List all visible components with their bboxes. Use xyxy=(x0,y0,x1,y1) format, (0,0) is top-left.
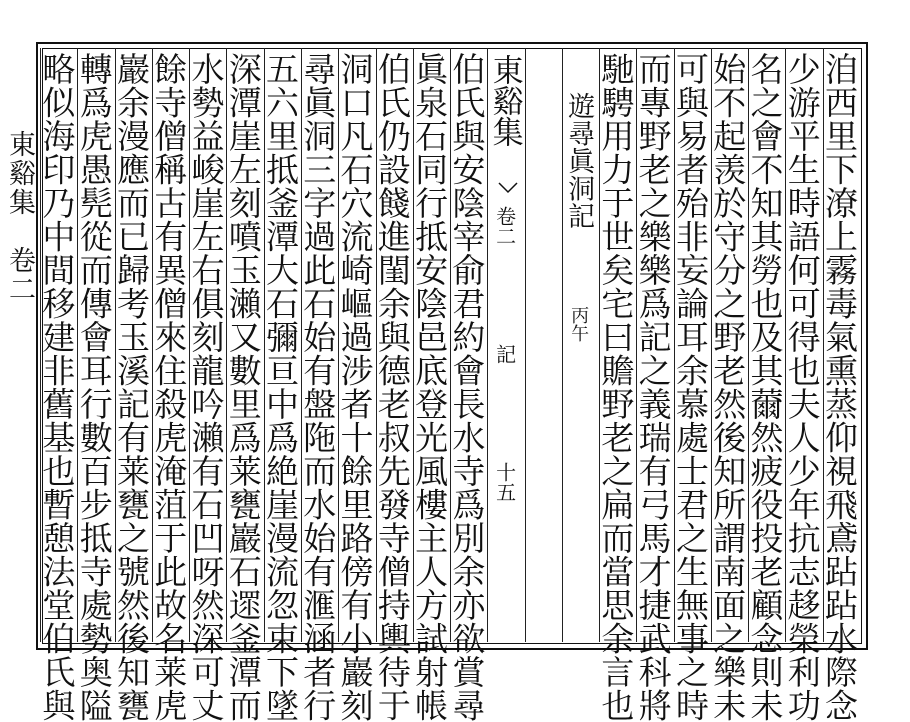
column-text: 洞口凡石穴流崎嶇過涉者十餘里路傍有小巖刻 xyxy=(335,52,375,722)
text-column xyxy=(149,48,189,722)
blank-column xyxy=(525,48,562,642)
essay-title-column xyxy=(562,48,599,642)
column-text: 可與易者殆非妄論耳余慕處士君之生無事之時 xyxy=(670,52,710,722)
column-text: 少游平生時語何可得也夫人少年抗志趍榮利功 xyxy=(782,52,822,722)
text-column xyxy=(410,48,450,722)
column-text: 餘寺僧稱古有異僧來住殺虎淹菹于此故名莱虎 xyxy=(149,52,189,722)
column-text: 伯氏與安陰宰俞君約會長水寺爲別余亦欲賞尋 xyxy=(447,52,487,722)
text-column xyxy=(298,48,338,722)
text-column xyxy=(447,48,487,722)
text-column xyxy=(633,48,673,722)
text-column xyxy=(708,48,748,722)
text-column xyxy=(745,48,785,722)
column-text: 伯氏仍設餞進閨余與德老叔先發寺僧持輿待于 xyxy=(372,52,412,722)
essay-title: 遊尋眞洞記 xyxy=(563,92,595,230)
text-column xyxy=(335,48,375,722)
column-text: 名之會不知其勞也及其薾然疲役投老顧念則未 xyxy=(745,52,785,722)
column-text: 始不起羡於守分之野老然後知所謂南面之樂未 xyxy=(708,52,748,722)
text-column xyxy=(596,48,636,722)
text-column xyxy=(223,48,263,722)
column-text: 眞泉石同行抵安陰邑底登光風樓主人方試射帳 xyxy=(410,52,450,722)
text-column xyxy=(670,48,711,722)
column-text: 五六里抵釜潭大石彌亘中爲絶崖漫流忽束下墜 xyxy=(261,52,301,722)
column-text: 轉爲虎愚髡從而傳會耳行數百步抵寺處勢奥隘 xyxy=(74,52,114,722)
fold-book-title: 東谿集 xyxy=(486,54,523,147)
margin-book-title: 東谿集 卷二 xyxy=(4,130,35,304)
text-column xyxy=(111,48,152,722)
fold-leaf-number: 十五 xyxy=(492,462,517,502)
essay-date: 丙午 xyxy=(568,306,590,342)
column-text: 洎西里下潦上霧毒氣熏蒸仰視飛鳶跕跕水際念 xyxy=(820,52,859,722)
fishtail-mark xyxy=(498,182,518,194)
column-text: 深潭崖左刻噴玉瀨又數里爲莱甕巖石遝釜潭而 xyxy=(223,52,263,722)
column-text: 水勢益峻崖左右俱刻龍吟瀨有石凹呀然深可丈 xyxy=(186,52,226,722)
column-text: 尋眞洞三字過此石始有盤陁而水始有滙涵者行 xyxy=(298,52,338,722)
text-columns xyxy=(37,48,860,722)
text-column xyxy=(372,48,413,722)
column-text: 馳騁用力于世矣宅曰贍野老之扁而當思余言也 xyxy=(596,52,636,722)
fold-genre: 記 xyxy=(492,344,517,364)
text-column xyxy=(820,48,860,722)
column-text: 而專野老之樂樂爲記之義瑞有弓馬才捷武科將 xyxy=(633,52,673,722)
column-text: 巖余漫應而已歸考玉溪記有莱甕之號然後知甕 xyxy=(111,52,151,722)
column-text: 略似海印乃中間移建非舊基也暫憩法堂伯氏與 xyxy=(37,52,77,722)
text-column xyxy=(37,48,77,722)
text-column xyxy=(186,48,226,722)
fold-column xyxy=(487,48,524,642)
text-column xyxy=(261,48,301,722)
text-column xyxy=(74,48,114,722)
text-column xyxy=(782,48,822,722)
fold-volume: 卷二 xyxy=(492,206,517,246)
